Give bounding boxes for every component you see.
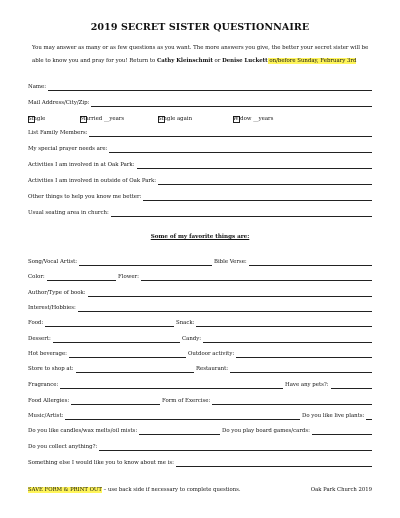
- prayer-label: My special prayer needs are:: [28, 146, 108, 152]
- collect-field[interactable]: [99, 450, 372, 451]
- color-field[interactable]: [47, 280, 116, 281]
- snack-label: Snack:: [176, 320, 195, 326]
- food-allergies-field[interactable]: [71, 404, 160, 405]
- board-games-label: Do you play board games/cards:: [222, 428, 310, 434]
- hot-beverage-label: Hot beverage:: [28, 351, 67, 357]
- address-label: Mail Address/City/Zip:: [28, 100, 90, 106]
- favorites-heading: Some of my favorite things are:: [150, 234, 250, 240]
- fragrance-label: Fragrance:: [28, 382, 59, 388]
- author-field[interactable]: [88, 296, 372, 297]
- seating-label: Usual seating area in church:: [28, 210, 109, 216]
- pets-field[interactable]: [331, 388, 372, 389]
- name-label: Name:: [28, 84, 47, 90]
- activities-out-label: Activities I am involved in outside of Oak Park:: [28, 178, 157, 184]
- restaurant-label: Restaurant:: [196, 366, 229, 372]
- activities-in-label: Activities I am involved in at Oak Park:: [28, 162, 135, 168]
- intro-paragraph: [32, 42, 372, 68]
- candy-label: Candy:: [182, 336, 202, 342]
- outdoor-field[interactable]: [236, 357, 372, 358]
- author-label: Author/Type of book:: [28, 290, 86, 296]
- seating-field[interactable]: [111, 216, 372, 217]
- food-field[interactable]: [45, 326, 174, 327]
- fragrance-field[interactable]: [60, 388, 283, 389]
- food-allergies-label: Food Allergies:: [28, 398, 70, 404]
- pets-label: Have any pets?:: [285, 382, 329, 388]
- something-else-label: Something else I would like you to know about me is:: [28, 460, 174, 466]
- single-again-label: Single again: [158, 116, 193, 122]
- family-field[interactable]: [89, 136, 372, 137]
- activities-in-field[interactable]: [137, 168, 372, 169]
- music-field[interactable]: [65, 419, 300, 420]
- contact-name-2: Denise Luckett: [222, 58, 268, 64]
- store-label: Store to shop at:: [28, 366, 74, 372]
- prayer-field[interactable]: [109, 152, 372, 153]
- song-label: Song/Vocal Artist:: [28, 259, 78, 265]
- intro-text: You may answer as many or as few questions as you want. The more answers you give, the better your secret sister will be able to know you and pray for you! Return to: [32, 45, 369, 64]
- live-plants-label: Do you like live plants:: [302, 413, 365, 419]
- church-name: Oak Park Church 2019: [310, 487, 372, 493]
- snack-field[interactable]: [196, 326, 372, 327]
- footer-note: – use back side if necessary to complete questions.: [101, 487, 241, 493]
- bible-verse-field[interactable]: [249, 265, 372, 266]
- dessert-label: Dessert:: [28, 336, 51, 342]
- color-label: Color:: [28, 274, 45, 280]
- hot-beverage-field[interactable]: [69, 357, 186, 358]
- exercise-label: Form of Exercise:: [162, 398, 211, 404]
- exercise-field[interactable]: [212, 404, 372, 405]
- board-games-field[interactable]: [312, 434, 372, 435]
- other-things-label: Other things to help you know me better:: [28, 194, 142, 200]
- flower-label: Flower:: [118, 274, 139, 280]
- bible-verse-label: Bible Verse:: [214, 259, 247, 265]
- deadline-highlight: on/before Sunday, February 3rd: [267, 58, 357, 64]
- name-field[interactable]: [48, 90, 372, 91]
- candles-field[interactable]: [139, 434, 220, 435]
- intro-or: or: [212, 58, 223, 64]
- candy-field[interactable]: [203, 342, 372, 343]
- flower-field[interactable]: [141, 280, 372, 281]
- widow-label: Widow __years: [233, 116, 274, 122]
- collect-label: Do you collect anything?:: [28, 444, 98, 450]
- something-else-field[interactable]: [176, 466, 372, 467]
- family-label: List Family Members:: [28, 130, 88, 136]
- other-things-field[interactable]: [143, 200, 372, 201]
- restaurant-field[interactable]: [230, 372, 372, 373]
- married-label: Married __years: [80, 116, 125, 122]
- outdoor-label: Outdoor activity:: [188, 351, 235, 357]
- music-label: Music/Artist:: [28, 413, 64, 419]
- candles-label: Do you like candles/wax melts/oil mists:: [28, 428, 138, 434]
- footer-instructions: [28, 487, 241, 493]
- food-label: Food:: [28, 320, 44, 326]
- save-print-highlight: SAVE FORM & PRINT OUT: [28, 487, 102, 493]
- page-title: 2019 SECRET SISTER QUESTIONNAIRE: [90, 22, 310, 33]
- live-plants-field[interactable]: [366, 419, 372, 420]
- interest-label: Interest/Hobbies:: [28, 305, 76, 311]
- song-field[interactable]: [79, 265, 212, 266]
- activities-out-field[interactable]: [158, 184, 372, 185]
- contact-name-1: Cathy Kleinschmit: [157, 58, 213, 64]
- single-label: Single: [28, 116, 46, 122]
- interest-field[interactable]: [78, 311, 372, 312]
- address-field[interactable]: [91, 106, 372, 107]
- store-field[interactable]: [76, 372, 194, 373]
- dessert-field[interactable]: [53, 342, 180, 343]
